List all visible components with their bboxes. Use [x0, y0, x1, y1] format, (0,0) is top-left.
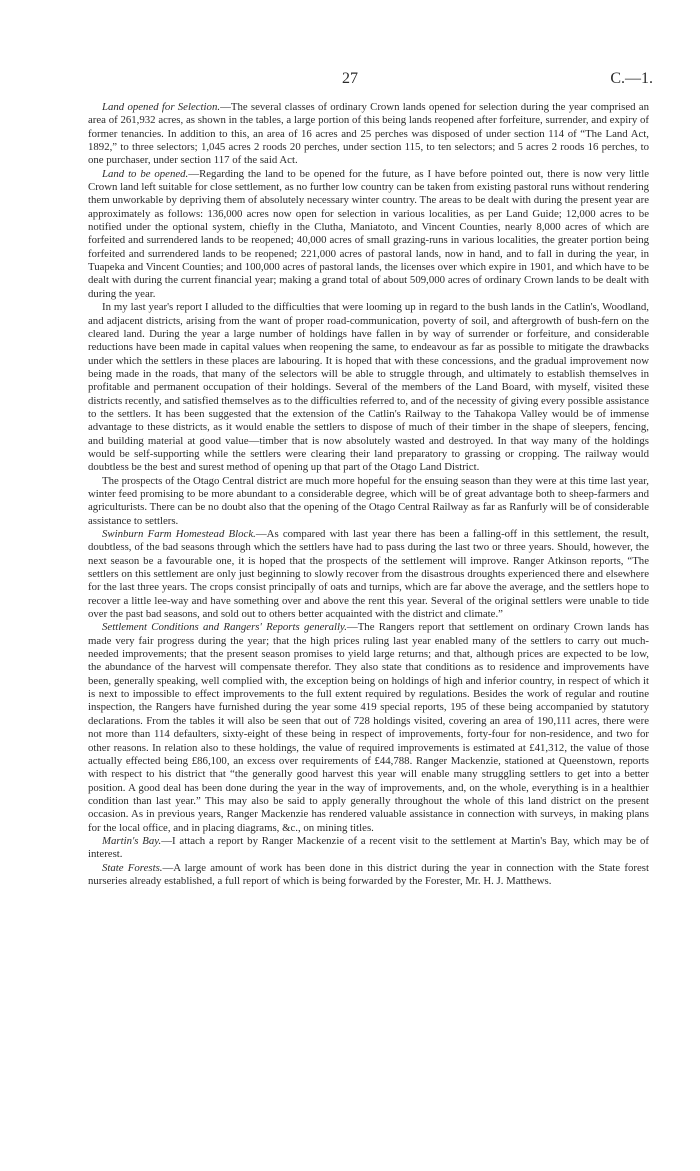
paragraph-heading: Land to be opened. — [102, 167, 189, 180]
page-header — [0, 70, 700, 92]
paragraph-text: —A large amount of work has been done in this district during the year in connection with the State forest nurseries already established, a full report of which is being forwarded by the Forester, Mr. H. J. Matthews. — [88, 861, 649, 887]
document-code: C.—1. — [610, 70, 653, 87]
paragraph-text: —The Rangers report that settlement on ordinary Crown lands has made very fair progress during the year; that the high prices ruling last year enabled many of the settlers to carry out much-needed improvements; that the present season promises to yield large returns; and that, although prices are expected to be low, the abundance of the harvest will compensate therefor. They also state that conditions as to residence and improvements have been, generally speaking, well complied with, the exception being on holdings of high and inferior country, in respect of which it is next to impossible to effect improvements to the full extent required by regulations. Besides the work of regular and routine inspection, the Rangers have furnished during the year some 419 special reports, 195 of these being accompanied by statutory declarations. From the tables it will also be seen that out of 728 holdings visited, covering an area of 190,111 acres, there were not more than 114 defaulters, sixty-eight of these being in respect of improvements, forty-four for non-residence, and two for other reasons. In relation also to these holdings, the value of required improvements is estimated at £41,312, the value of those actually effected being £86,100, an excess over requirements of £44,788. Ranger Mackenzie, stationed at Queenstown, reports with respect to his district that “the generally good harvest this year will enable many struggling settlers to get into a better position. A good deal has been done during the year in the way of improvements, and, on the whole, everything is in a healthier condition than last year.” This may also be said to apply generally throughout the whole of this land district on the present occasion. As in previous years, Ranger Mackenzie has rendered valuable assistance in connection with surveys, in making plans for the local office, and in placing diagrams, &c., on mining titles. — [88, 621, 649, 834]
paragraph-text: —The several classes of ordinary Crown lands opened for selection during the year comprised an area of 261,932 acres, as shown in the tables, a large portion of this being lands reopened after forfeiture, surrender, and expiry of former tenancies. In addition to this, an area of 16 acres and 25 perches was disposed of under section 114 of “The Land Act, 1892,” to three selectors; 1,045 acres 2 roods 20 perches, under section 115, to ten selectors; and 5 acres 2 roods 16 perches, to one purchaser, under section 117 of the said Act. — [88, 101, 649, 167]
paragraph-heading: Martin's Bay. — [102, 834, 162, 847]
paragraph-heading: State Forests. — [102, 861, 163, 874]
paragraph-land-opened — [88, 101, 649, 168]
paragraph-bush-lands — [88, 301, 649, 474]
paragraph-otago-central — [88, 475, 649, 528]
paragraph-state-forests — [88, 862, 649, 889]
report-body — [88, 101, 649, 888]
paragraph-text: —I attach a report by Ranger Mackenzie of a recent visit to the settlement at Martin's Bay, which may be of interest. — [88, 834, 649, 861]
paragraph-text: In my last year's report I alluded to the difficulties that were looming up in regard to the bush lands in the Catlin's, Woodland, and adjacent districts, arising from the want of proper road-communication, poverty of soil, and aftergrowth of bush-fern on the cleared land. During the year a large number of holdings have fallen in by way of surrender or forfeiture, and considerable reductions have been made in capital values when reopening the same, to endeavour as far as possible to mitigate the drawbacks under which the settlers in these places are labouring. It is hoped that with these concessions, and the gradual improvement now being made in the roads, that many of the selectors will be able to struggle through, and ultimately to establish themselves in profitable and permanent occupation of their holdings. Several of the members of the Land Board, with myself, visited these districts recently, and satisfied themselves as to the difficulties referred to, and of the necessity of giving every possible assistance to the settlers. It has been suggested that the extension of the Catlin's Railway to the Tahakopa Valley would be of immense advantage to these districts, as it would enable the settlers to dispose of much of their timber in the shape of sleepers, fencing, and building material at good value—timber that is now absolutely wasted and destroyed. In that way many of the holdings would be self-supporting while the settlers were clearing their land preparatory to grassing or cropping. The railway would doubtless be the best and surest method of opening up that part of the Otago Land District. — [88, 301, 649, 474]
paragraph-text: —Regarding the land to be opened for the future, as I have before pointed out, there is now very little Crown land left suitable for close settlement, as no further low country can be taken from existing pastoral runs without rendering them unworkable by depriving them of absolutely necessary winter country. The areas to be dealt with during the present year are approximately as follows: 136,000 acres now open for selection in various localities, as per Land Guide; 12,000 acres to be notified under the optional system, chiefly in the Clutha, Maniatoto, and Vincent Counties, nearly 8,000 acres of which are forfeited and surrendered lands to be reopened; 40,000 acres of small grazing-runs in various localities, the greater portion being forfeited and surrendered lands to be reopened; 221,000 acres of pastoral lands, now in hand, and to fall in during the year, in Tuapeka and Vincent Counties; and 100,000 acres of pastoral lands, the licenses over which expire in 1901, and which have to be dealt with during the current financial year; making a grand total of about 509,000 acres of ordinary Crown lands to be dealt with during the year. — [88, 167, 650, 300]
paragraph-swinburn — [88, 528, 649, 621]
paragraph-text: —As compared with last year there has been a falling-off in this settlement, the result, doubtless, of the bad seasons through which the settlers have had to pass during the last two or three years. Should, however, the next season be a favourable one, it is hoped that the prospects of the settlement will improve. Ranger Atkinson reports, “The settlers on this settlement are only just beginning to slowly recover from the disastrous droughts experienced there and elsewhere for the last three years. The crops consist principally of oats and turnips, which are far above the average, and the settlers hope to recover a little lee-way and have something over and above the rent this year. Several of the original settlers were unable to tide over the past bad seasons, and sold out to others better acquainted with the district and climate.” — [88, 528, 649, 621]
paragraph-land-to-be-opened — [88, 168, 649, 301]
paragraph-text: The prospects of the Otago Central district are much more hopeful for the ensuing season than they were at this time last year, winter feed promising to be more abundant to a considerable degree, which will be of great advantage both to sheep-farmers and agriculturists. There can be no doubt also that the opening of the Otago Central Railway as far as Ranfurly will be of considerable assistance to settlers. — [88, 474, 649, 527]
page-number: 27 — [342, 70, 358, 87]
paragraph-rangers-reports — [88, 621, 649, 835]
paragraph-heading: Land opened for Selection. — [102, 101, 221, 113]
paragraph-heading: Settlement Conditions and Rangers' Reports generally. — [102, 621, 347, 634]
paragraph-martins-bay — [88, 835, 649, 862]
paragraph-heading: Swinburn Farm Homestead Block. — [102, 528, 256, 540]
